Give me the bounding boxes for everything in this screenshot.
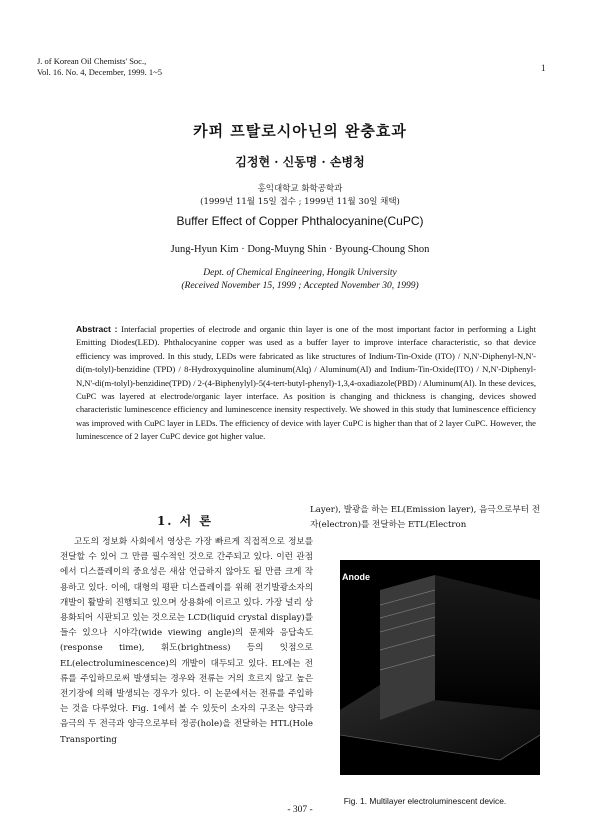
dates-korean: (1999년 11월 15일 접수 ; 1999년 11월 30일 채택)	[200, 197, 400, 207]
anode-label: Anode	[342, 572, 370, 582]
section-heading: 1. 서 론	[156, 514, 214, 528]
journal-line-1: J. of Korean Oil Chemists' Soc.,	[37, 56, 147, 66]
authors-english: Jung-Hyun Kim · Dong-Muyng Shin · Byoung-Choung Shon	[170, 244, 430, 255]
figure-caption: Fig. 1. Multilayer electroluminescent device.	[343, 796, 507, 806]
abstract-label: Abstract :	[76, 324, 118, 334]
affiliation-english	[0, 267, 600, 293]
affiliation-korean-name: 홍익대학교 화학공학과	[257, 184, 343, 194]
journal-line-2: Vol. 16. No. 4, December, 1999. 1~5	[37, 67, 162, 77]
affiliation-korean	[0, 183, 600, 209]
authors-korean: 김정현 · 신동명 · 손병청	[235, 155, 365, 169]
page-number-bottom: - 307 -	[287, 805, 313, 815]
figure-multilayer-device	[340, 560, 540, 775]
page-number-top: 1	[541, 63, 546, 73]
affiliation-english-name: Dept. of Chemical Engineering, Hongik University	[203, 268, 397, 278]
intro-paragraph-continued: Layer), 발광을 하는 EL(Emission layer), 음극으로부터 전자(electron)를 전달하는 ETL(Electron	[310, 505, 540, 531]
dates-english: (Received November 15, 1999 ; Accepted November 30, 1999)	[181, 281, 419, 291]
title-korean: 카퍼 프탈로시아닌의 완충효과	[193, 122, 407, 140]
intro-paragraph: 고도의 정보화 사회에서 영상은 가장 빠르게 직접적으로 정보를 전달할 수 있어 그 만큼 필수적인 것으로 간주되고 있다. 이런 관점에서 디스플레이의 중요성은 새삼 언급하지 않아도 될 만큼 크게 작용하고 있다. 이에, 대형의 평판 디스플레이를 위해 전기발광소자의 개발이 활발히 진행되고 있으며 상용화에 이르고 있다. 가장 널리 상용화되어 시판되고 있는 것으로는 LCD(liquid crystal display)를 들수 있으나 시야각(wide viewing angle)의 문제와 응답속도(response time), 휘도(brightness) 등의 잇점으로 EL(electroluminescence)의 개발이 대두되고 있다. EL에는 전류를 주입하므로써 발생되는 경우와 전류는 거의 흐르지 않고 높은 전기장에 의해 발생되는 경우가 있다. 이 논문에서는 전류를 주입하는 것을 다루었다. Fig. 1에서 볼 수 있듯이 소자의 구조는 양극과 음극의 두 전극과 양극으로부터 정공(hole)을 전달하는 HTL(Hole Transporting	[60, 537, 313, 745]
title-english: Buffer Effect of Copper Phthalocyanine(CuPC)	[176, 214, 424, 228]
abstract	[76, 323, 536, 444]
abstract-text: Interfacial properties of electrode and organic thin layer is one of the most important factor in performing a Light Emitting Diodes(LED). Phthalocyanine copper was used as a buffer layer to improve interface characteristic, so that device efficiency was improved. In this study, LEDs were fabricated as like structures of Indium-Tin-Oxide (ITO) / N,N'-Diphenyl-N,N'-di(m-tolyl)-benzidine (TPD) / 8-Hydroxyquinoline aluminum(Alq) / Aluminum(Al) and Indium-Tin-Oxide(ITO) / N,N'-Diphenyl-N,N'-di(m-tolyl)-benzidine(TPD) / 2-(4-Biphenylyl)-5(4-tert-butyl-phenyl)-1,3,4-oxadiazole(PBD) / Aluminum(Al). In these devices, CuPC was layered at electrode/organic layer interface. As position is changing and thickness is changing, devices showed characteristic luminescence efficiency and luminescence inensity respectively. We showed in this study that luminescence efficiency was improved with CuPC layer in LEDs. The efficiency of device with layer CuPC is higher than that of 2 layer CuPC. However, the luminescence of 2 layer CuPC device got higher value.	[76, 324, 536, 442]
body-column-right	[310, 503, 540, 533]
journal-info	[37, 56, 162, 78]
body-column-left	[60, 535, 313, 748]
